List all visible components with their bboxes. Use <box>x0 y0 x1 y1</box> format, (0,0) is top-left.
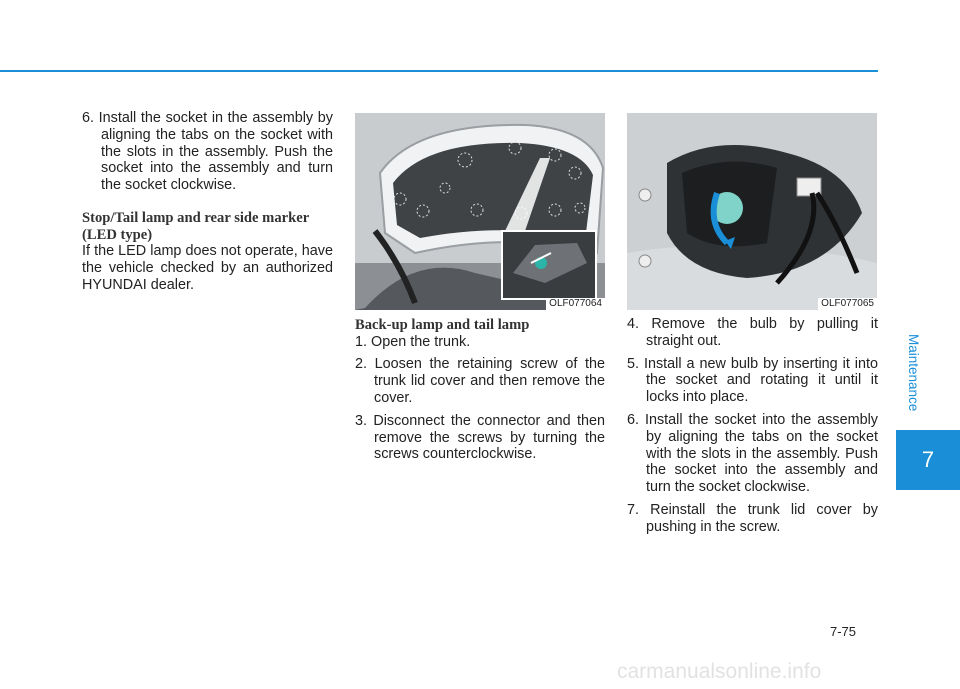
figure-trunk-lid <box>355 113 605 310</box>
step-5: 5. Install a new bulb by inserting it into the socket and rotating it until it locks into place. <box>627 355 878 406</box>
heading-back-up-lamp: Back-up lamp and tail lamp <box>355 317 530 333</box>
chapter-tab <box>896 430 960 490</box>
step-3: 3. Disconnect the connector and then remove the screws by turning the screws counterclockwise. <box>355 412 605 463</box>
bulb-socket-illustration <box>627 113 877 310</box>
figure-label: OLF077065 <box>818 298 877 310</box>
watermark: carmanualsonline.info <box>617 660 822 683</box>
column-3 <box>627 316 878 542</box>
trunk-lid-illustration <box>355 113 605 310</box>
step-2: 2. Loosen the retaining screw of the trunk lid cover and then remove the cover. <box>355 356 605 406</box>
column-2 <box>355 317 605 469</box>
chapter-number: 7 <box>921 447 935 472</box>
led-lamp-note: If the LED lamp does not operate, have the vehicle checked by an authorized HYUNDAI dealer. <box>82 243 333 293</box>
step-7: 7. Reinstall the trunk lid cover by pushing in the screw. <box>627 501 878 535</box>
heading-stop-tail-lamp: Stop/Tail lamp and rear side marker (LED type) <box>82 209 309 243</box>
step-1: 1. Open the trunk. <box>355 333 471 350</box>
page-number: 7-75 <box>830 624 857 639</box>
figure-label: OLF077064 <box>546 298 605 310</box>
header-rule <box>0 70 878 72</box>
step-6-socket: 6. Install the socket in the assembly by aligning the tabs on the socket with the slots in the assembly. Push the socket into the assembly and turn the socket clockwise. <box>82 110 333 194</box>
section-title: Maintenance <box>906 334 921 412</box>
figure-bulb-socket <box>627 113 877 310</box>
step-4: 4. Remove the bulb by pulling it straight out. <box>627 316 878 349</box>
step-6: 6. Install the socket into the assembly by aligning the tabs on the socket with the slots in the assembly. Push the socket into the assembly and turn the socket clockwise. <box>627 411 878 496</box>
column-1 <box>82 110 333 294</box>
